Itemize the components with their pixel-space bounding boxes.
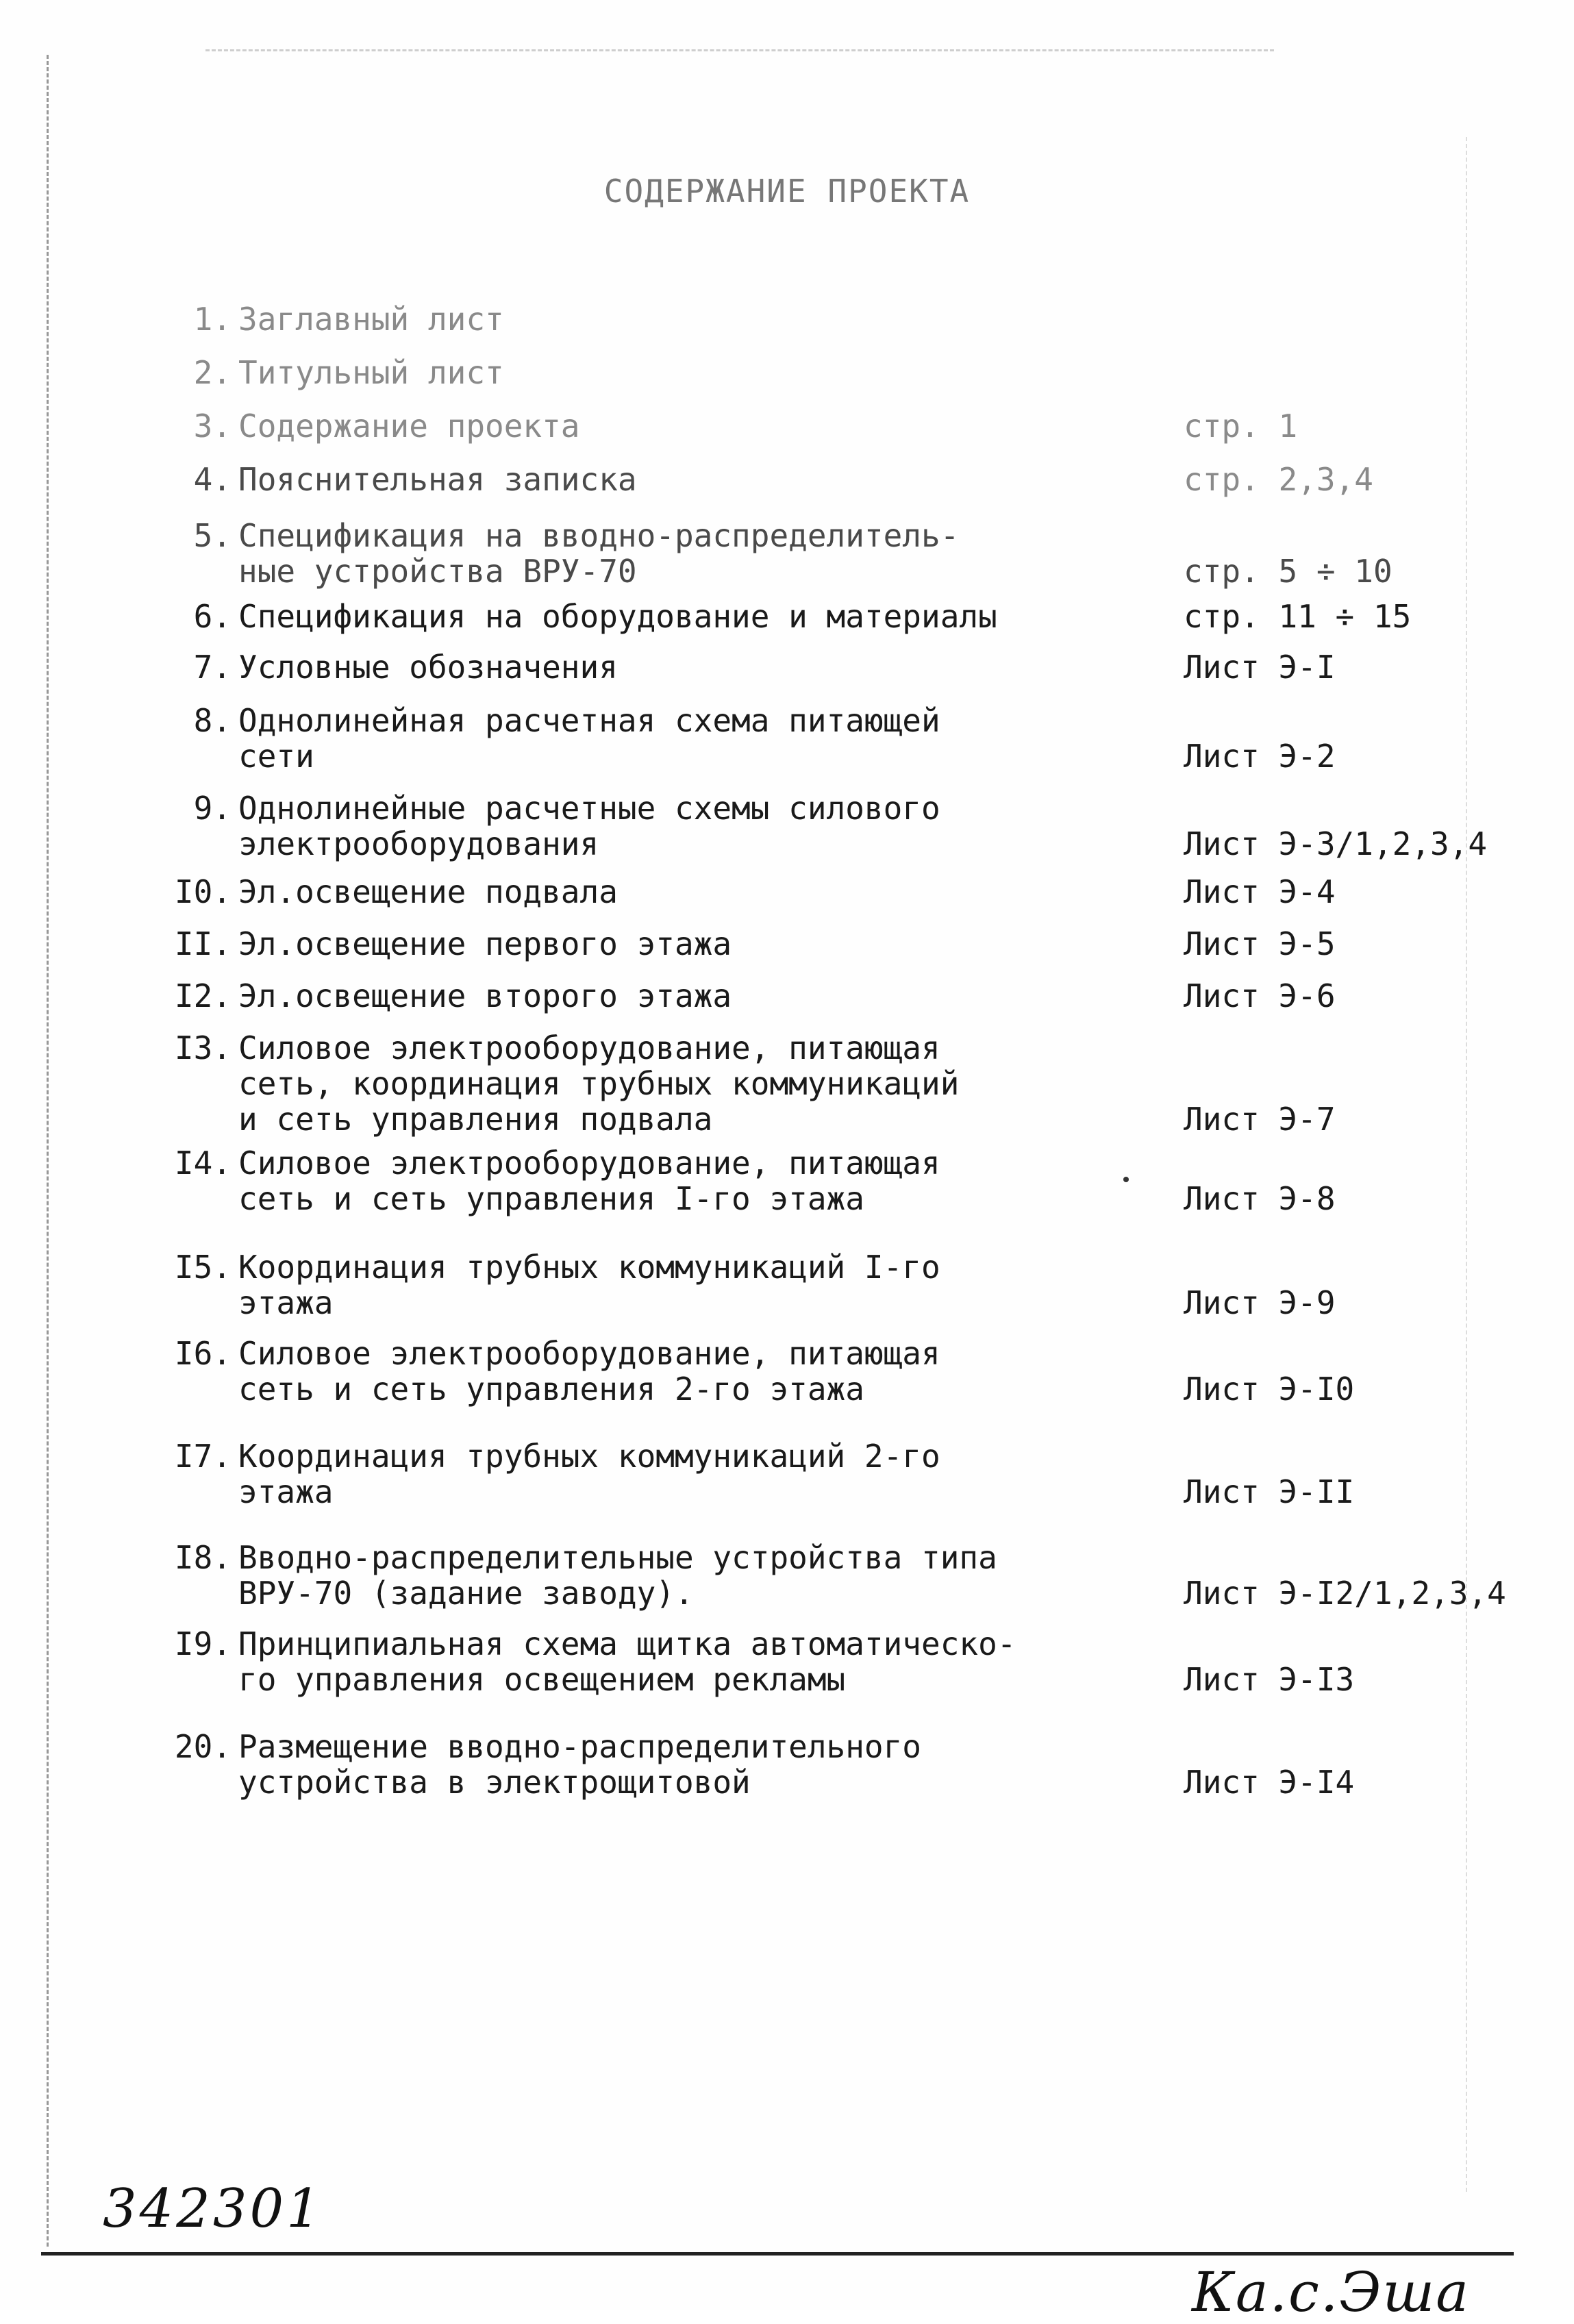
toc-item-ref: Лист Э-I4 xyxy=(1184,1764,1355,1801)
toc-item-ref: стр. 2,3,4 xyxy=(1184,461,1373,498)
toc-item-text: Спецификация на вводно-распределитель- ные устройства ВРУ-70 xyxy=(238,517,960,590)
toc-item-number: I2. xyxy=(174,977,232,1014)
toc-item-text: Пояснительная записка xyxy=(238,461,637,498)
toc-item-text: Условные обозначения xyxy=(238,649,618,686)
toc-item-ref: Лист Э-II xyxy=(1184,1473,1355,1510)
toc-item-ref: Лист Э-5 xyxy=(1184,925,1336,962)
handwritten-archive-number: 342301 xyxy=(103,2178,323,2240)
toc-item-number: I9. xyxy=(174,1625,232,1662)
toc-item-text: Силовое электрооборудование, питающая сеть, координация трубных коммуникаций и сеть управления подвала xyxy=(238,1029,960,1138)
toc-item-text: Вводно-распределительные устройства типа ВРУ-70 (задание заводу). xyxy=(238,1539,997,1612)
ink-speck xyxy=(1123,1177,1129,1182)
toc-item-ref: Лист Э-I2/1,2,3,4 xyxy=(1184,1575,1506,1612)
toc-item-number: I0. xyxy=(174,873,232,910)
toc-item-ref: стр. 11 ÷ 15 xyxy=(1184,598,1412,635)
toc-item-text: Титульный лист xyxy=(238,354,504,391)
toc-item-number: 6. xyxy=(193,598,232,635)
scan-edge-left xyxy=(47,55,49,2247)
toc-item-number: II. xyxy=(174,925,232,962)
toc-item-text: Размещение вводно-распределительного устройства в электрощитовой xyxy=(238,1728,921,1801)
toc-item-text: Заглавный лист xyxy=(238,301,504,338)
toc-item-number: 7. xyxy=(193,649,232,686)
toc-item-ref: Лист Э-4 xyxy=(1184,873,1336,910)
toc-item-number: 8. xyxy=(193,702,232,739)
toc-item-ref: стр. 5 ÷ 10 xyxy=(1184,553,1392,590)
toc-item-number: I7. xyxy=(174,1438,232,1475)
toc-item-number: 1. xyxy=(193,301,232,338)
page-title: СОДЕРЖАНИЕ ПРОЕКТА xyxy=(603,173,971,210)
toc-item-ref: Лист Э-7 xyxy=(1184,1101,1336,1138)
toc-item-ref: стр. 1 xyxy=(1184,408,1298,445)
toc-item-text: Эл.освещение второго этажа xyxy=(238,977,732,1014)
toc-item-text: Спецификация на оборудование и материалы xyxy=(238,598,997,635)
toc-item-text: Силовое электрооборудование, питающая сеть и сеть управления I-го этажа xyxy=(238,1145,940,1217)
toc-item-number: 2. xyxy=(193,354,232,391)
toc-item-number: 20. xyxy=(174,1728,232,1765)
toc-item-text: Однолинейная расчетная схема питающей сети xyxy=(238,702,940,775)
toc-item-number: 4. xyxy=(193,461,232,498)
toc-item-ref: Лист Э-I3 xyxy=(1184,1661,1355,1698)
toc-item-ref: Лист Э-I xyxy=(1184,649,1336,686)
toc-item-number: 5. xyxy=(193,517,232,554)
toc-item-ref: Лист Э-I0 xyxy=(1184,1371,1355,1408)
toc-item-ref: Лист Э-2 xyxy=(1184,738,1336,775)
toc-item-number: I4. xyxy=(174,1145,232,1182)
scan-edge-right xyxy=(1466,137,1467,2192)
toc-item-number: 9. xyxy=(193,790,232,827)
toc-item-text: Однолинейные расчетные схемы силового электрооборудования xyxy=(238,790,940,862)
toc-item-text: Координация трубных коммуникаций 2-го этажа xyxy=(238,1438,940,1510)
toc-item-text: Содержание проекта xyxy=(238,408,580,445)
toc-item-text: Принципиальная схема щитка автоматическо- го управления освещением рекламы xyxy=(238,1625,1016,1698)
toc-item-text: Эл.освещение подвала xyxy=(238,873,618,910)
toc-item-text: Силовое электрооборудование, питающая сеть и сеть управления 2-го этажа xyxy=(238,1335,940,1408)
toc-item-number: I8. xyxy=(174,1539,232,1576)
toc-item-number: I5. xyxy=(174,1249,232,1286)
toc-item-text: Координация трубных коммуникаций I-го этажа xyxy=(238,1249,940,1321)
toc-item-number: I6. xyxy=(174,1335,232,1372)
toc-item-ref: Лист Э-8 xyxy=(1184,1180,1336,1217)
toc-item-number: 3. xyxy=(193,408,232,445)
handwritten-signature: Ка.с.Эша xyxy=(1192,2260,1470,2324)
toc-item-ref: Лист Э-6 xyxy=(1184,977,1336,1014)
toc-item-ref: Лист Э-3/1,2,3,4 xyxy=(1184,825,1488,862)
scan-edge-bottom xyxy=(41,2252,1514,2256)
toc-item-ref: Лист Э-9 xyxy=(1184,1284,1336,1321)
scan-edge-top xyxy=(205,49,1274,51)
toc-item-number: I3. xyxy=(174,1029,232,1066)
toc-item-text: Эл.освещение первого этажа xyxy=(238,925,732,962)
